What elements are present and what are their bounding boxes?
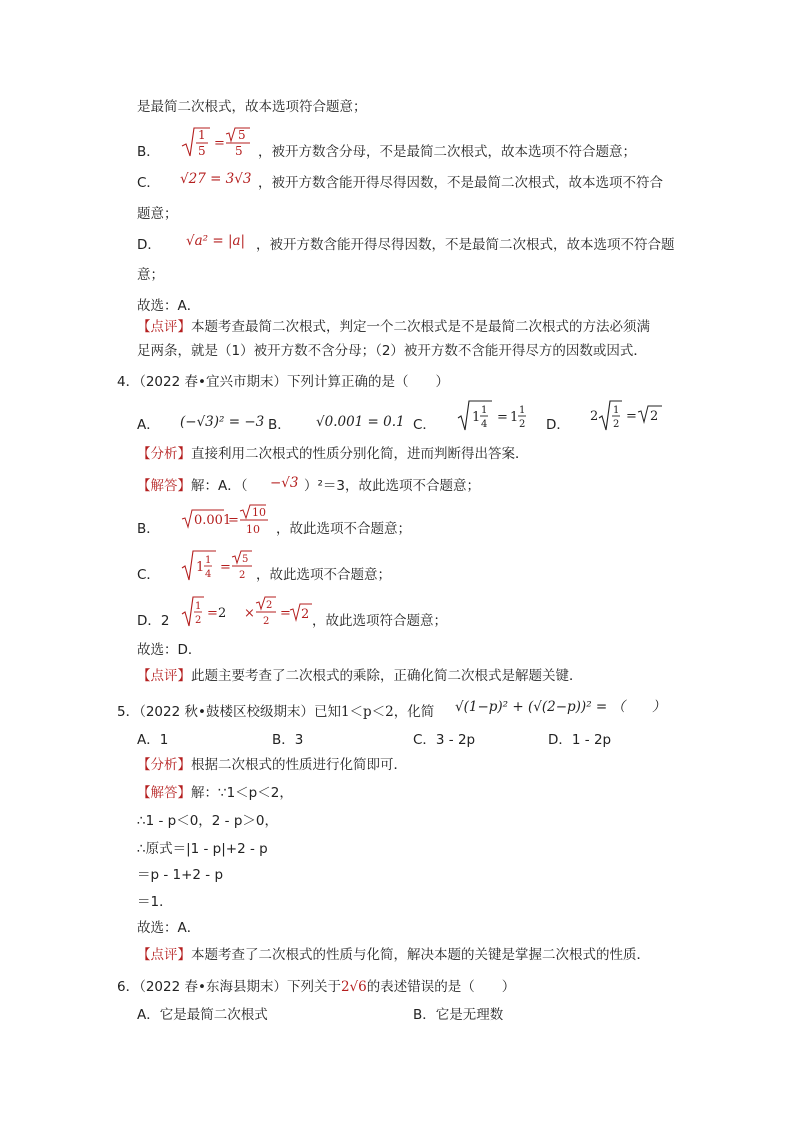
text-line: ，被开方数含能开得尽得因数，不是最简二次根式，故本选项不符合题	[256, 237, 675, 253]
answer-line	[137, 784, 293, 802]
answer-text: ，故此选项不合题意；	[276, 521, 411, 537]
svg-text:1: 1	[196, 560, 205, 575]
option-b: B．它是无理数	[413, 1007, 504, 1023]
answer-d-math	[180, 594, 320, 632]
answer-tag: 【解答】	[137, 785, 191, 801]
review-tag: 【点评】	[137, 947, 191, 963]
svg-text:1: 1	[613, 405, 620, 416]
option-b: B．3	[272, 732, 304, 748]
math-sqrt27: √27 = 3√3	[180, 171, 252, 187]
svg-text:=: =	[207, 606, 218, 621]
text-line	[137, 143, 160, 161]
svg-text:=: =	[280, 606, 291, 621]
answer-text: 解：A．（	[191, 478, 248, 494]
review-text: 本题考查了二次根式的性质与化简，解决本题的关键是掌握二次根式的性质．	[191, 947, 650, 963]
analysis-tag: 【分析】	[137, 757, 191, 773]
question-5-stem	[117, 703, 434, 721]
review-tag: 【点评】	[137, 319, 191, 335]
math-sqrt-a2: √a² = |a|	[186, 233, 246, 249]
svg-text:5: 5	[198, 144, 206, 158]
answer-c-math	[180, 548, 260, 586]
svg-text:1: 1	[510, 410, 519, 425]
svg-text:2: 2	[613, 419, 620, 430]
option-label: C．	[137, 567, 160, 583]
option-c-math	[456, 398, 546, 436]
text-line: ，被开方数含能开得尽得因数，不是最简二次根式，故本选项不符合	[258, 175, 663, 191]
svg-text:2: 2	[195, 615, 202, 626]
svg-text:1: 1	[195, 601, 202, 612]
analysis-tag: 【分析】	[137, 446, 191, 462]
option-label: C．	[137, 175, 160, 191]
svg-text:0.001: 0.001	[194, 513, 232, 528]
solution-step: ＝p - 1+2 - p	[137, 867, 224, 883]
answer-b-math	[180, 503, 280, 541]
question-4-stem: 4．（2022 春•宜兴市期末）下列计算正确的是（ ）	[117, 374, 449, 390]
option-label: D．	[546, 417, 570, 433]
analysis-line	[137, 445, 529, 463]
svg-text:5: 5	[238, 128, 246, 142]
option-label: B．	[137, 144, 160, 160]
svg-text:5: 5	[242, 554, 249, 565]
option-c: C．3 - 2p	[413, 732, 476, 748]
choice-line: 故选：A．	[137, 920, 201, 936]
review-line	[137, 318, 650, 336]
review-text: 本题考查最简二次根式，判定一个二次根式是不是最简二次根式的方法必须满	[191, 319, 650, 335]
answer-tag: 【解答】	[137, 478, 191, 494]
analysis-text: 直接利用二次根式的性质分别化简，进而判断得出答案．	[191, 446, 529, 462]
solution-step: ∴1 - p＜0，2 - p＞0，	[137, 813, 278, 829]
stem-condition: 1＜p＜2，化简	[340, 704, 435, 720]
option-a: A．1	[137, 732, 169, 748]
choice-line: 故选：D．	[137, 642, 202, 658]
stem-math: 2√6	[340, 979, 367, 995]
option-a-math: (−√3)² = −3	[180, 414, 265, 430]
stem-text: 的表述错误的是（ ）	[366, 979, 516, 995]
svg-text:2: 2	[266, 600, 273, 611]
option-b-math: √0.001 = 0.1	[316, 414, 405, 430]
answer-text: ）²＝3，故此选项不合题意；	[304, 478, 481, 494]
svg-text:1: 1	[472, 410, 481, 425]
svg-text:1: 1	[198, 128, 206, 142]
svg-text:10: 10	[246, 523, 260, 536]
text-line: 故选：A．	[137, 298, 201, 314]
answer-line	[137, 477, 248, 495]
svg-text:=: =	[626, 409, 637, 424]
svg-text:1: 1	[205, 555, 212, 566]
text-line: ，被开方数含分母，不是最简二次根式，故本选项不符合题意；	[258, 144, 636, 160]
svg-text:2: 2	[650, 409, 659, 424]
svg-text:2: 2	[239, 570, 246, 581]
answer-text: ，故此选项符合题意；	[312, 613, 447, 629]
option-label: D．	[137, 237, 161, 253]
svg-text:=: =	[228, 513, 239, 528]
option-d: D．1 - 2p	[548, 732, 612, 748]
svg-text:4: 4	[205, 569, 212, 580]
option-label: B．	[137, 521, 160, 537]
svg-text:2: 2	[218, 606, 227, 621]
stem-text: 5．（2022 秋•鼓楼区校级期末）已知	[117, 704, 341, 720]
review-text: 此题主要考查了二次根式的乘除，正确化简二次根式是解题关键．	[191, 668, 583, 684]
answer-math: −√3	[270, 475, 299, 491]
question-5-math: √(1−p)² + (√(2−p))² = （ ）	[455, 699, 666, 715]
question-6-stem	[117, 978, 515, 996]
svg-text:=: =	[214, 136, 225, 151]
review-line	[137, 667, 583, 685]
analysis-text: 根据二次根式的性质进行化简即可．	[191, 757, 407, 773]
svg-text:2: 2	[519, 419, 526, 430]
svg-text:2: 2	[263, 616, 270, 627]
option-a: A．它是最简二次根式	[137, 1007, 268, 1023]
text-line: 是最简二次根式，故本选项符合题意；	[137, 99, 367, 115]
svg-text:1: 1	[519, 405, 526, 416]
option-d-math	[588, 398, 668, 436]
analysis-line	[137, 756, 407, 774]
solution-step: ＝1．	[137, 894, 173, 910]
svg-text:×: ×	[244, 606, 255, 621]
answer-text: 解：∵1＜p＜2，	[191, 785, 293, 801]
svg-text:4: 4	[481, 419, 488, 430]
review-tag: 【点评】	[137, 668, 191, 684]
review-line	[137, 946, 650, 964]
svg-text:10: 10	[252, 506, 266, 519]
svg-text:2: 2	[301, 607, 310, 622]
svg-text:2: 2	[590, 409, 599, 424]
text-line: 题意；	[137, 206, 178, 222]
option-label: B．	[268, 417, 291, 433]
svg-text:1: 1	[481, 405, 488, 416]
text-line: 足两条，就是（1）被开方数不含分母；（2）被开方数不含能开得尽方的因数或因式．	[137, 343, 647, 359]
svg-text:=: =	[220, 560, 231, 575]
option-label: C．	[413, 417, 436, 433]
svg-text:=: =	[497, 410, 508, 425]
option-label: D．2	[137, 613, 170, 629]
option-label: A．	[137, 417, 160, 433]
solution-step: ∴原式＝|1 - p|+2 - p	[137, 841, 268, 857]
stem-text: 6．（2022 春•东海县期末）下列关于	[117, 979, 341, 995]
svg-text:5: 5	[235, 144, 243, 158]
text-line: 意；	[137, 267, 164, 283]
answer-text: ，故此选项不合题意；	[256, 567, 391, 583]
